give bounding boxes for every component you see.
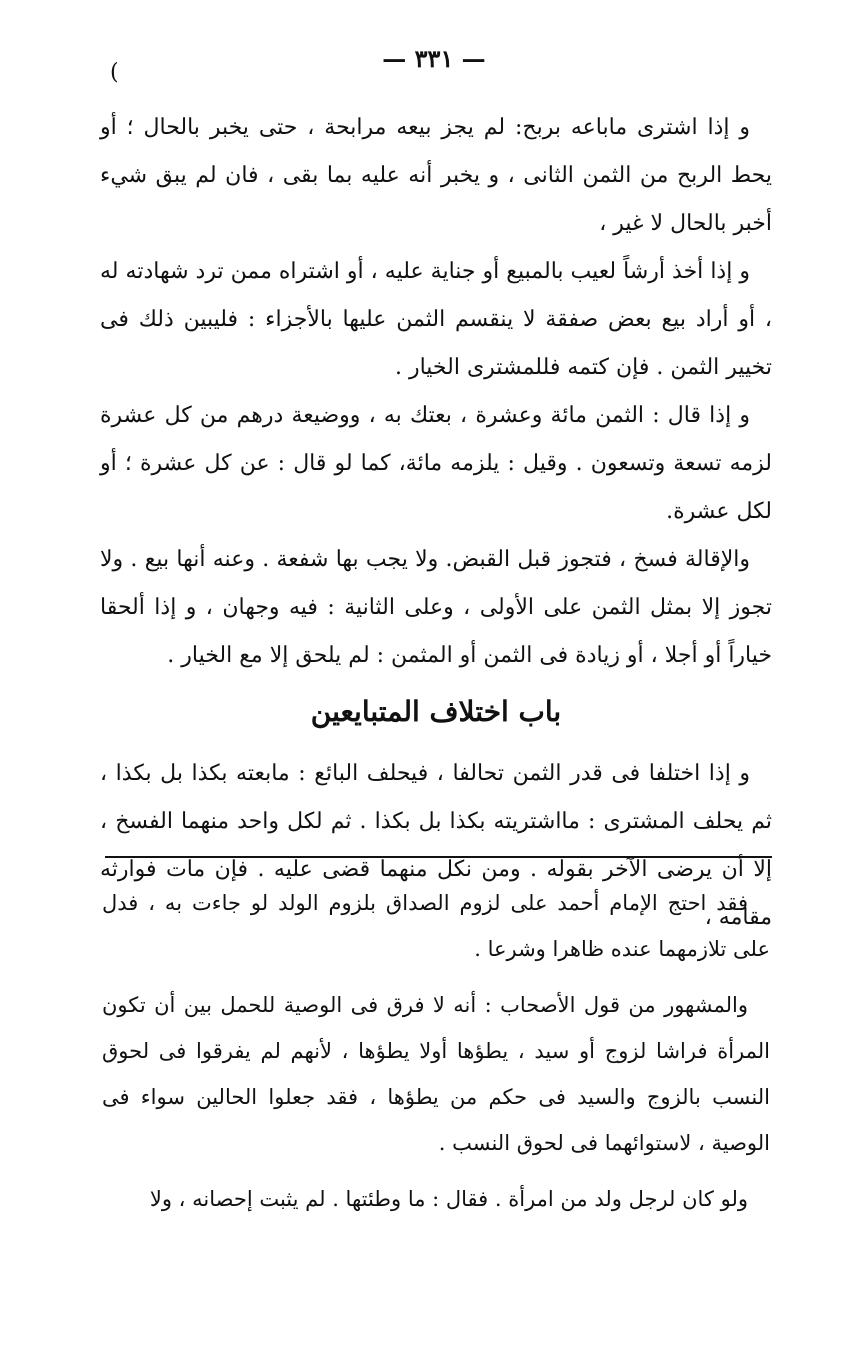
footnotes — [102, 880, 770, 1232]
paragraph: و إذا اشترى ماباعه بربح: لم يجز بيعه مرابحة ، حتى يخبر بالحال ؛ أو يحط الربح من الثمن الثانى ، و يخبر أنه عليه بما بقى ، فان لم يبق شيء أخبر بالحال لا غير ، — [100, 115, 772, 236]
footnote-divider — [105, 856, 772, 858]
page-number: — ٣٣١ — — [382, 44, 486, 73]
paragraph: والإقالة فسخ ، فتجوز قبل القبض. ولا يجب بها شفعة . وعنه أنها بيع . ولا تجوز إلا بمثل الثمن على الأولى ، وعلى الثانية : فيه وجهان ، و إذا ألحقا خياراً أو أجلا ، أو زيادة فى الثمن أو المثمن : لم يلحق إلا مع الخيار . — [100, 547, 772, 668]
section-heading: باب اختلاف المتبايعين — [310, 695, 562, 728]
main-text — [100, 104, 772, 942]
paragraph: و إذا اختلفا فى قدر الثمن تحالفا ، فيحلف البائع : مابعته بكذا بل بكذا ، ثم يحلف المشترى : مااشتريته بكذا بل بكذا . ثم لكل واحد منهما الفسخ ، إلا أن يرضى الآخر بقوله . ومن نكل منهما قضى عليه . فإن مات فوارثه مقامه ، — [100, 761, 772, 930]
margin-mark: ( — [110, 60, 119, 85]
footnote-paragraph: ولو كان لرجل ولد من امرأة . فقال : ما وطئتها . لم يثبت إحصانه ، ولا — [149, 1187, 748, 1211]
footnote-paragraph: فقد احتج الإمام أحمد على لزوم الصداق بلزوم الولد لو جاءت به ، فدل على تلازمهما عنده ظاهرا وشرعا . — [102, 891, 770, 961]
footnote-paragraph: والمشهور من قول الأصحاب : أنه لا فرق فى الوصية للحمل بين أن تكون المرأة فراشا لزوج أو سيد ، يطؤها أولا يطؤها ، لأنهم لم يفرقوا فى لحوق النسب بالزوج والسيد فى حكم من يطؤها ، فقد جعلوا الحالين سواء فى الوصية ، لاستوائهما فى لحوق النسب . — [102, 993, 770, 1155]
paragraph: و إذا أخذ أرشاً لعيب بالمبيع أو جناية عليه ، أو اشتراه ممن ترد شهادته له ، أو أراد بيع بعض صفقة لا ينقسم الثمن عليها بالأجزاء : فليبين ذلك فى تخيير الثمن . فإن كتمه فللمشترى الخيار . — [100, 259, 772, 380]
paragraph: و إذا قال : الثمن مائة وعشرة ، بعتك به ، ووضيعة درهم من كل عشرة لزمه تسعة وتسعون . وقيل : يلزمه مائة، كما لو قال : عن كل عشرة ؛ أو لكل عشرة. — [100, 403, 772, 524]
